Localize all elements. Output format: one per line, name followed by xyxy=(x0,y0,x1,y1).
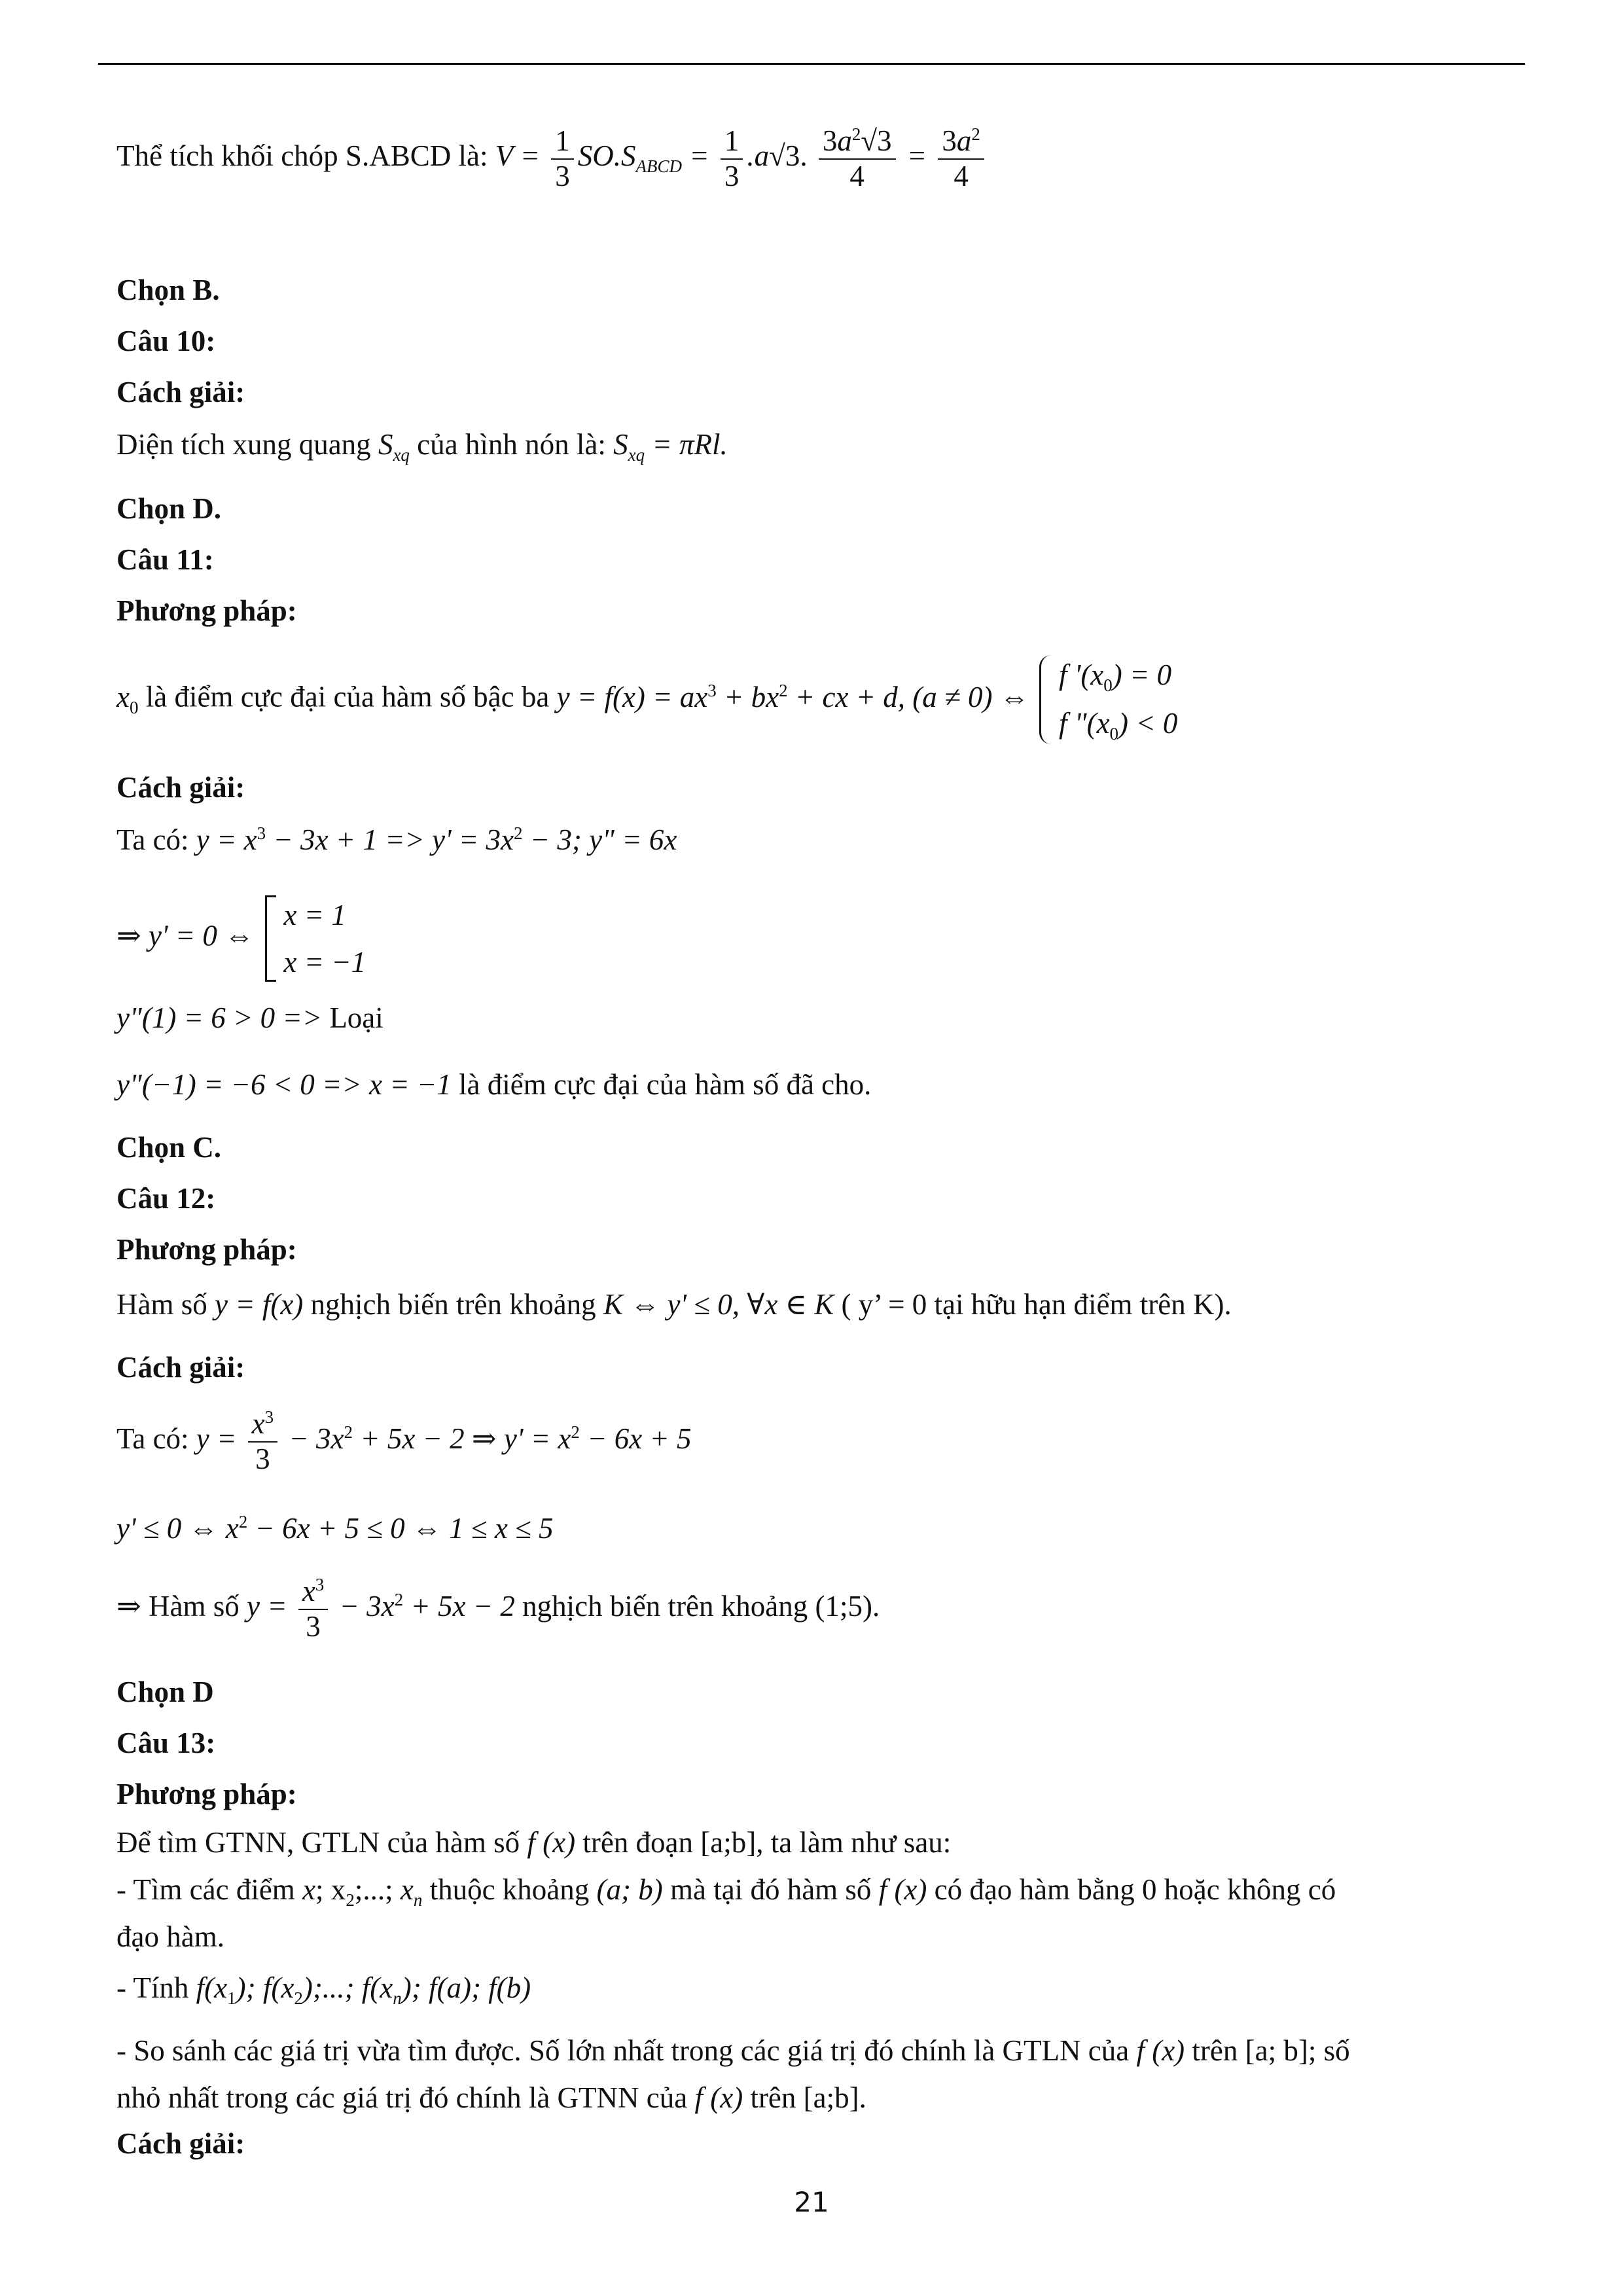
answer-d1: Chọn D. xyxy=(116,492,222,525)
q13-line-3: đạo hàm. xyxy=(116,1920,224,1953)
q13-line-2-d: có đạo hàm bằng 0 hoặc không có xyxy=(934,1873,1336,1906)
answer-d2: Chọn D xyxy=(116,1676,214,1708)
q11-method-line: $x_0$ là điểm cực đại của hàm số bậc ba $y = f(x) = ax^3 + bx^2$ + cx + d, (a ≠ 0) ⇔ f '$(x_0) = 0$ f "$(x_0) < 0$ xyxy=(116,651,1177,748)
answer-c: Chọn C. xyxy=(116,1131,222,1164)
q13-line-2-a: - Tìm các điểm xyxy=(116,1873,295,1906)
q13-method-label: Phương pháp: xyxy=(116,1778,297,1810)
q11-loai: Loại xyxy=(329,1001,383,1034)
q13-line-1: Để tìm GTNN, GTLN của hàm số f (x) trên đoạn [a;b], ta làm như sau: xyxy=(116,1826,952,1859)
q10-solution-label: Cách giải: xyxy=(116,376,245,408)
q13-line-6: nhỏ nhất trong các giá trị đó chính là GTNN của f (x) trên [a;b]. xyxy=(116,2081,866,2114)
q11-method-text: là điểm cực đại của hàm số bậc ba xyxy=(145,680,550,713)
q10-text: Diện tích xung quang $S_{xq}$ của hình nón là: $S_{xq} = \pi Rl$. xyxy=(116,428,728,465)
q12-conclusion-line: ⇒ Hàm số y = $\frac{x^3}{3}$ − $3x^2 + 5x - 2$ nghịch biến trên khoảng (1;5). xyxy=(116,1575,880,1643)
q10-text-a: Diện tích xung quang xyxy=(116,428,371,461)
q11-check-2: y"(−1) = −6 < 0 => x = −1 là điểm cực đại của hàm số đã cho. xyxy=(116,1068,872,1101)
q13-line-1-a: Để tìm GTNN, GTLN của hàm số xyxy=(116,1826,520,1859)
q12-ta-co-line: Ta có: y = $\frac{x^3}{3}$ − $3x^2 + 5x - 2$ ⇒ $y' = x^2 - 6x + 5$ xyxy=(116,1407,692,1475)
q11-ta-co: Ta có: xyxy=(116,823,189,856)
q12-title: Câu 12: xyxy=(116,1182,216,1215)
volume-formula: V = $\frac{1}{3}$ $SO.S_{ABCD}$ = $\frac{1}{3}$ .a√3. $\frac{3a^2√3}{4}$ = $\frac{3a^2}{4}$ xyxy=(495,139,988,172)
q12-conclusion: nghịch biến trên khoảng (1;5). xyxy=(522,1590,880,1623)
q13-title: Câu 13: xyxy=(116,1727,216,1759)
answer-b: Chọn B. xyxy=(116,274,220,306)
q11-title: Câu 11: xyxy=(116,543,214,576)
q13-line-4-label: - Tính xyxy=(116,1971,189,2004)
q12-ham-so-2: Hàm số xyxy=(148,1590,240,1623)
q12-method-line: Hàm số y = f(x) nghịch biến trên khoảng K ⇔ y' ≤ 0, ∀x ∈ K ( y’ = 0 tại hữu hạn điểm trên K). xyxy=(116,1288,1232,1321)
volume-line xyxy=(116,124,988,194)
page-number: 21 xyxy=(794,2186,829,2218)
q12-method-label: Phương pháp: xyxy=(116,1233,297,1266)
q11-method-label: Phương pháp: xyxy=(116,594,297,627)
q13-line-4: - Tính $f(x_1)$; $f(x_2)$;...; $f(x_n)$; f(a); f(b) xyxy=(116,1971,531,2008)
q13-line-6-a: nhỏ nhất trong các giá trị đó chính là GTNN của xyxy=(116,2081,688,2114)
q13-line-6-b: trên [a;b]. xyxy=(750,2081,866,2114)
q11-roots-line: ⇒ y' = 0 ⇔ x = 1 x = −1 xyxy=(116,891,366,986)
q10-title: Câu 10: xyxy=(116,325,216,357)
q13-line-2: - Tìm các điểm x; $x_2$;...; $x_n$ thuộc khoảng (a; b) mà tại đó hàm số f (x) có đạo hàm bằng 0 hoặc không có xyxy=(116,1873,1336,1910)
header-rule xyxy=(98,63,1525,65)
q13-solution-label: Cách giải: xyxy=(116,2127,245,2160)
q11-check-1: y"(1) = 6 > 0 => Loại xyxy=(116,1001,383,1034)
q12-ta-co: Ta có: xyxy=(116,1422,189,1456)
q11-conclusion: là điểm cực đại của hàm số đã cho. xyxy=(459,1068,872,1101)
q13-line-2-c: mà tại đó hàm số xyxy=(669,1873,872,1906)
q13-line-5-b: trên [a; b]; số xyxy=(1192,2034,1350,2067)
q12-solution-label: Cách giải: xyxy=(116,1351,245,1384)
q11-condition-system: f '$(x_0) = 0$ f "$(x_0) < 0$ xyxy=(1037,651,1177,748)
q12-inequality: y' ≤ 0 ⇔ $x^2 - 6x + 5 \le 0$ ⇔ 1 ≤ x ≤ 5 xyxy=(116,1512,554,1545)
q11-solution-label: Cách giải: xyxy=(116,771,245,804)
volume-intro: Thể tích khối chóp S.ABCD là: xyxy=(116,139,488,173)
q13-line-2-b: thuộc khoảng xyxy=(429,1873,590,1906)
q13-line-5: - So sánh các giá trị vừa tìm được. Số lớn nhất trong các giá trị đó chính là GTLN của f (x) trên [a; b]; số xyxy=(116,2034,1350,2067)
q10-text-b: của hình nón là: xyxy=(417,428,606,461)
q11-roots-system: x = 1 x = −1 xyxy=(261,891,366,986)
q11-ta-co-line: Ta có: $y = x^3 - 3x + 1 => y' = 3x^2 - 3$; y" = 6x xyxy=(116,823,677,856)
q13-line-5-a: - So sánh các giá trị vừa tìm được. Số lớn nhất trong các giá trị đó chính là GTLN của xyxy=(116,2034,1130,2067)
q12-ham-so: Hàm số xyxy=(116,1288,207,1321)
q12-method-tail: ( y’ = 0 tại hữu hạn điểm trên K). xyxy=(841,1288,1232,1321)
q12-method-mid: nghịch biến trên khoảng xyxy=(310,1288,596,1321)
q13-line-1-b: trên đoạn [a;b], ta làm như sau: xyxy=(582,1826,952,1859)
